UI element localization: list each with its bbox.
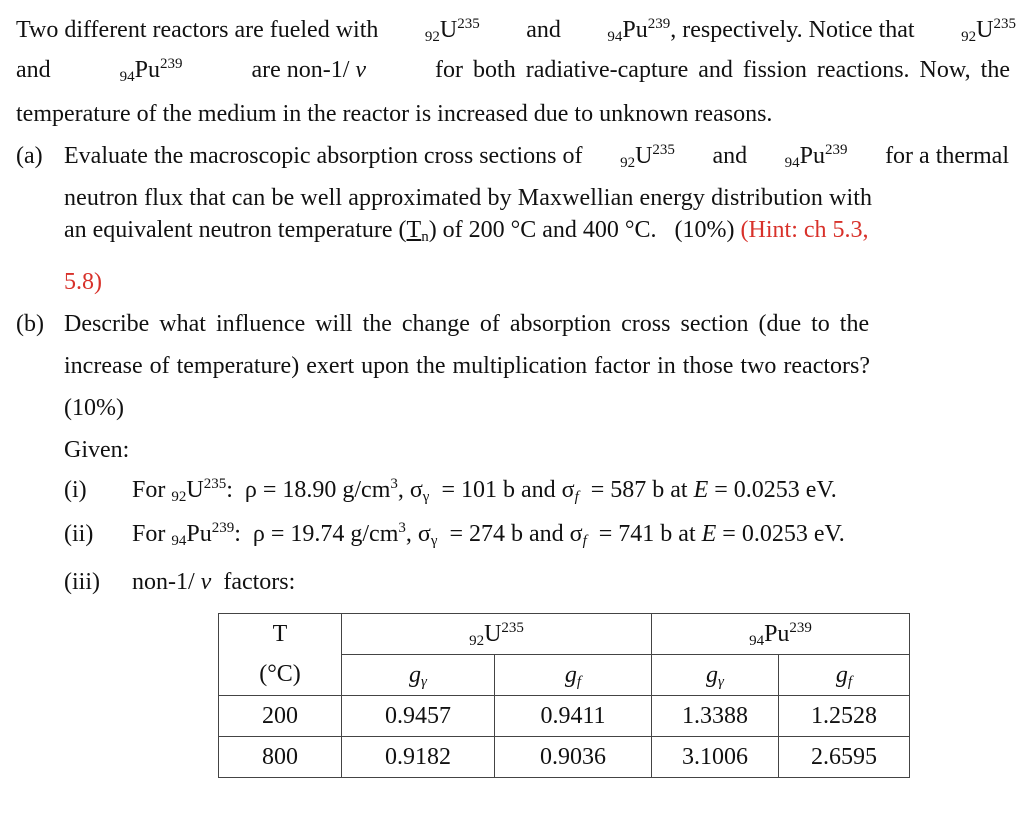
header-g-f: $g_f$: [495, 655, 652, 696]
header-g-gamma: $g_\gamma$: [652, 655, 779, 696]
header-g-gamma: $g_\gamma$: [342, 655, 495, 696]
cell-temp: 200: [219, 696, 342, 737]
given-item-2: (ii) For $_{94}Pu^{239}$: ρ = 19.74 $g/cm^3$, $\sigma_\gamma = 274$ b and $\sigma_f = 741$ b at E = 0.0253 eV.: [64, 520, 845, 549]
u235-symbol: $_{92}U^{235}$: [620, 142, 675, 171]
part-a-line-2: neutron flux that can be well approximated by Maxwellian energy distribution with: [64, 185, 873, 211]
pu239-symbol: $_{94}Pu^{239}$: [784, 142, 848, 171]
header-t: T: [219, 614, 342, 655]
header-pu239: $_{94}Pu^{239}$: [652, 614, 910, 655]
cell-pu-g-f: 1.2528: [779, 696, 910, 737]
given-item-1: (i) For $_{92}U^{235}$: ρ = 18.90 $g/cm^3$, $\sigma_\gamma = 101$ b and $\sigma_f = 587$ b at E = 0.0253 eV.: [64, 476, 837, 505]
given-title: Given:: [64, 437, 130, 463]
intro-line-1: Two different reactors are fueled with $_{92}U^{235}$ and $_{94}Pu^{239}$, respectively. Notice that $_{92}U^{235}$: [16, 16, 1016, 45]
header-g-f: $g_f$: [779, 655, 910, 696]
factors-table: [218, 613, 910, 778]
cell-pu-g-f: 2.6595: [779, 737, 910, 778]
cell-u-g-f: 0.9036: [495, 737, 652, 778]
intro-line-3: temperature of the medium in the reactor is increased due to unknown reasons.: [16, 101, 773, 127]
part-a-line-1: Evaluate the macroscopic absorption cross sections of $_{92}U^{235}$ and $_{94}Pu^{239}$ for a thermal: [64, 142, 1009, 171]
cell-pu-g-gamma: 3.1006: [652, 737, 779, 778]
table-row: [219, 737, 910, 778]
part-a-line-3: an equivalent neutron temperature $(T_n)$ of 200 °C and 400 °C. (10%) (Hint: ch 5.3,: [64, 217, 869, 245]
hint-text-cont: 5.8): [64, 269, 102, 295]
cell-u-g-f: 0.9411: [495, 696, 652, 737]
u235-symbol: $_{92}U^{235}$: [961, 16, 1016, 45]
intro-line-2: and $_{94}Pu^{239}$ are non-1/ ν for both radiative-capture and fission reactions. Now, the: [16, 56, 1010, 85]
header-u235: $_{92}U^{235}$: [342, 614, 652, 655]
part-a-label: (a): [16, 143, 43, 169]
part-b-label: (b): [16, 311, 44, 337]
intro-text-1a: Two different reactors are fueled with: [16, 17, 379, 43]
cell-pu-g-gamma: 1.3388: [652, 696, 779, 737]
part-b-line-3: (10%): [64, 395, 124, 421]
part-b-line-1: Describe what influence will the change of absorption cross section (due to the: [64, 311, 870, 337]
hint-text: (Hint: ch 5.3,: [740, 217, 869, 243]
part-b-line-2: increase of temperature) exert upon the multiplication factor in those two reactors?: [64, 353, 871, 379]
cell-u-g-gamma: 0.9182: [342, 737, 495, 778]
cell-u-g-gamma: 0.9457: [342, 696, 495, 737]
pu239-symbol: $_{94}Pu^{239}$, respectively. Notice that: [607, 16, 915, 45]
header-unit: (°C): [219, 655, 342, 696]
pu239-symbol: $_{94}Pu^{239}$: [119, 56, 183, 85]
table-row: [219, 696, 910, 737]
cell-temp: 800: [219, 737, 342, 778]
u235-symbol: $_{92}U^{235}$: [424, 16, 480, 45]
given-item-3: (iii) non-1/ ν factors:: [64, 569, 296, 595]
